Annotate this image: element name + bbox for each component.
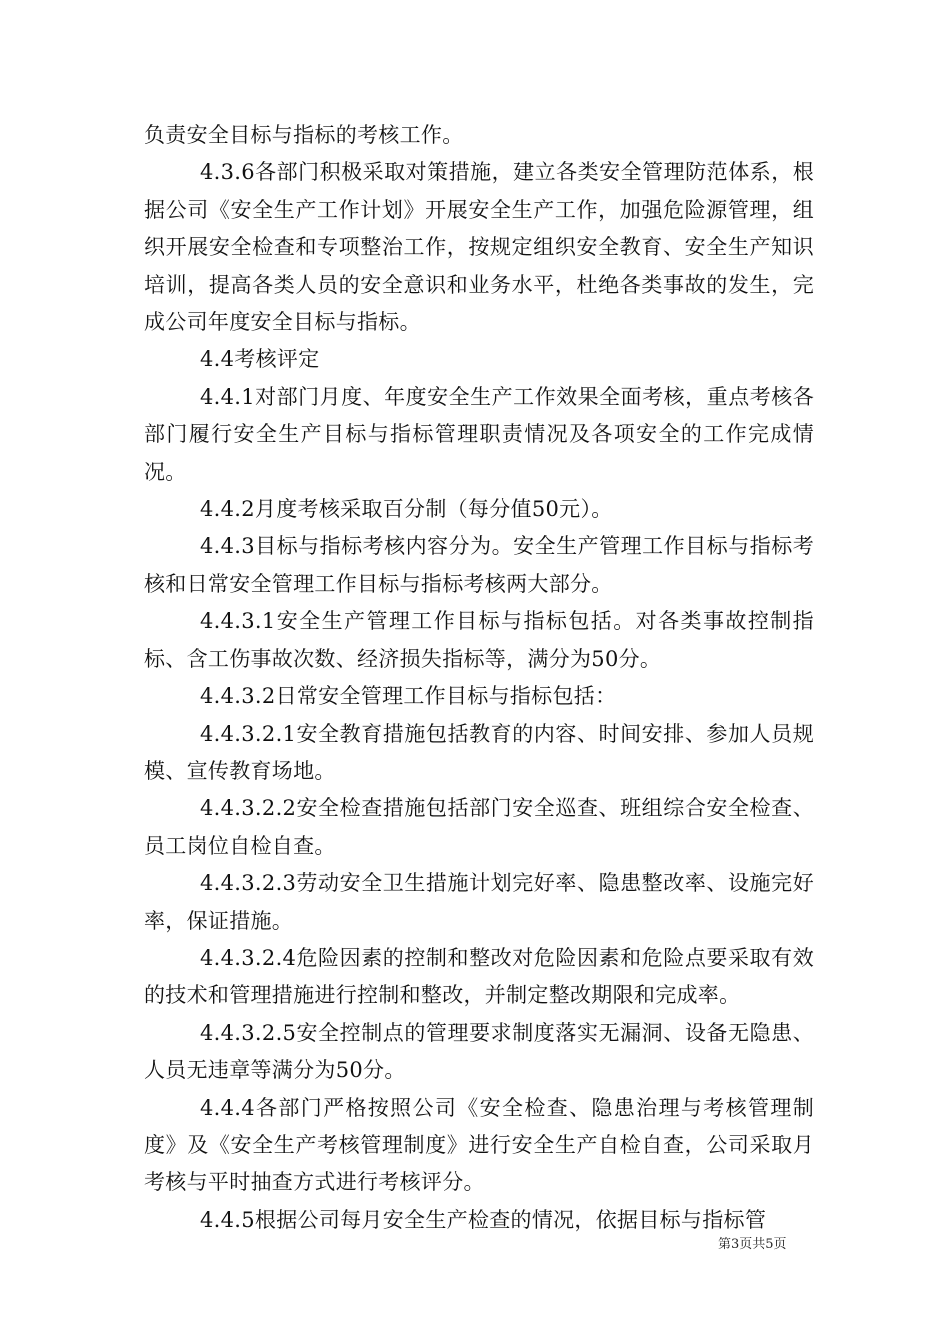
paragraph-4-4-2: 4.4.2月度考核采取百分制（每分值50元）。	[200, 497, 613, 522]
paragraph-4-4-3-2: 4.4.3.2日常安全管理工作目标与指标包括：	[200, 684, 617, 709]
paragraph-4-4-3-2-5: 4.4.3.2.5安全控制点的管理要求制度落实无漏洞、设备无隐患、人员无违章等满分为50分。	[144, 1020, 814, 1083]
paragraph-4-4-3-2-3: 4.4.3.2.3劳动安全卫生措施计划完好率、隐患整改率、设施完好率，保证措施。	[144, 871, 814, 933]
paragraph-4-4-3-2-2: 4.4.3.2.2安全检查措施包括部门安全巡查、班组综合安全检查、员工岗位自检自查。	[144, 796, 814, 858]
section-heading-4-4: 4.4考核评定	[200, 347, 320, 372]
paragraph-4-4-1: 4.4.1对部门月度、年度安全生产工作效果全面考核，重点考核各部门履行安全生产目标与指标管理职责情况及各项安全的工作完成情况。	[144, 384, 814, 484]
paragraph-4-4-3-1: 4.4.3.1安全生产管理工作目标与指标包括。对各类事故控制指标、含工伤事故次数、经济损失指标等，满分为50分。	[144, 609, 814, 671]
paragraph-4-4-4: 4.4.4各部门严格按照公司《安全检查、隐患治理与考核管理制度》及《安全生产考核管理制度》进行安全生产自检自查，公司采取月考核与平时抽查方式进行考核评分。	[144, 1095, 814, 1195]
page-number-footer: 第3页共5页	[718, 1237, 787, 1252]
paragraph-continuation: 负责安全目标与指标的考核工作。	[144, 123, 464, 147]
paragraph-4-4-3-2-1: 4.4.3.2.1安全教育措施包括教育的内容、时间安排、参加人员规模、宣传教育场地。	[144, 721, 814, 783]
body-text	[144, 117, 814, 1239]
paragraph-4-3-6: 4.3.6各部门积极采取对策措施，建立各类安全管理防范体系，根据公司《安全生产工作计划》开展安全生产工作，加强危险源管理，组织开展安全检查和专项整治工作，按规定组织安全教育、安全生产知识培训，提高各类人员的安全意识和业务水平，杜绝各类事故的发生，完成公司年度安全目标与指标。	[144, 160, 814, 335]
paragraph-4-4-3: 4.4.3目标与指标考核内容分为。安全生产管理工作目标与指标考核和日常安全管理工作目标与指标考核两大部分。	[144, 534, 814, 596]
paragraph-4-4-3-2-4: 4.4.3.2.4危险因素的控制和整改对危险因素和危险点要采取有效的技术和管理措施进行控制和整改，并制定整改期限和完成率。	[144, 945, 814, 1008]
paragraph-4-4-5: 4.4.5根据公司每月安全生产检查的情况，依据目标与指标管	[200, 1207, 767, 1232]
